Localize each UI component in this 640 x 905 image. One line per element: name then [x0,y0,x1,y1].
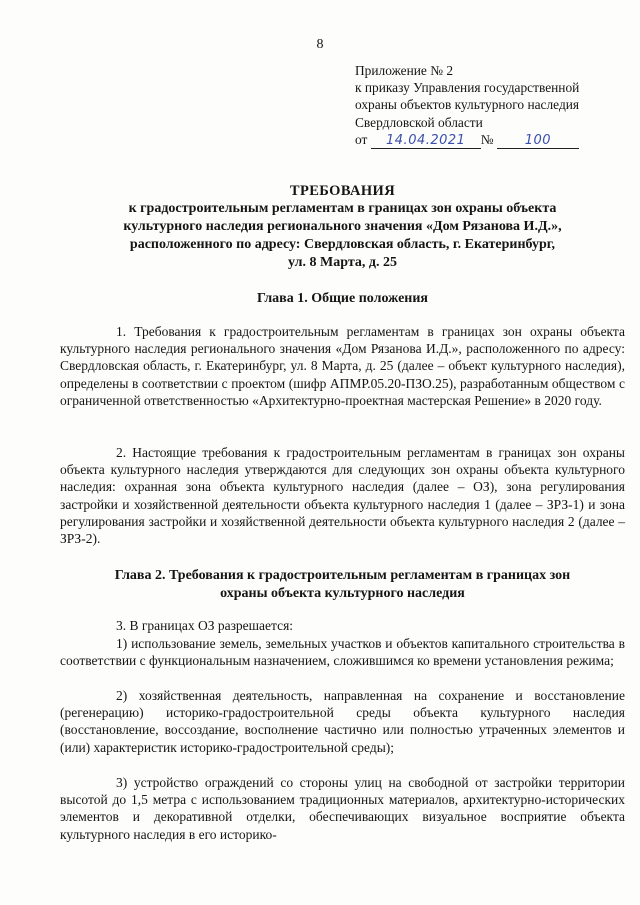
title-line-2: культурного наследия регионального значения «Дом Рязанова И.Д.», [123,219,562,234]
title-main: ТРЕБОВАНИЯ [289,183,396,199]
appendix-block [355,62,625,149]
chapter-1-heading: Глава 1. Общие положения [256,291,428,306]
appendix-date-number-line [355,131,625,149]
chapter-2-heading-line-2: охраны объекта культурного наследия [220,586,465,601]
appendix-order-line: к приказу Управления государственной [355,80,580,96]
paragraph-1: 1. Требования к градостроительным регламентам в границах зон охраны объекта культурного наследия регионального значения «Дом Рязанова И.Д.», расположенного по адресу: Свердловская область, г. Екатеринбург, ул. 8 Марта, д. 25 (далее – объект культурного наследия), определены в соответствии с проектом (шифр АПМР.05.20-ПЗО.25), разработанным обществом с ограниченной ответственностью «Архитектурно-проектная мастерская Решение» в 2020 году. [60,324,625,408]
list-item-2: 2) хозяйственная деятельность, направленная на сохранение и восстановление (регенерацию) историко-градостроительной среды объекта культурного наследия (восстановление, воссоздание, восполнение частично или полностью утраченных элементов и (или) характеристик историко-градостроительной среды); [60,688,625,755]
document-title [60,182,625,272]
page-number: 8 [316,37,324,52]
list-item-1: 1) использование земель, земельных участков и объектов капитального строительства в соответствии с функциональным назначением, сложившимся ко времени установления режима; [60,636,625,669]
title-line-1: к градостроительным регламентам в границах зон охраны объекта [128,201,557,216]
handwritten-number: 100 [497,134,579,149]
paragraph-3: 3. В границах ОЗ разрешается: [116,618,294,633]
appendix-region-line: Свердловской области [355,114,483,130]
number-prefix: № [480,131,494,147]
title-line-4: ул. 8 Марта, д. 25 [288,255,397,270]
handwritten-date: 14.04.2021 [371,134,481,149]
appendix-title: Приложение № 2 [355,63,454,78]
appendix-authority-line: охраны объектов культурного наследия [355,97,580,113]
chapter-2-heading-line-1: Глава 2. Требования к градостроительным регламентам в границах зон [114,568,571,583]
chapter-2-heading [60,567,625,603]
paragraph-2: 2. Настоящие требования к градостроительным регламентам в границах зон охраны объекта культурного наследия утверждаются для следующих зон охраны объекта культурного наследия: охранная зона объекта культурного наследия (далее – ОЗ), зона регулирования застройки и хозяйственной деятельности объекта культурного наследия 1 (далее – ЗРЗ-1) и зона регулирования застройки и хозяйственной деятельности объекта культурного наследия 2 (далее – ЗРЗ-2). [60,445,625,547]
title-line-3: расположенного по адресу: Свердловская область, г. Екатеринбург, [129,237,556,252]
date-prefix: от [355,131,368,147]
list-item-3: 3) устройство ограждений со стороны улиц на свободной от застройки территории высотой до 1,5 метра с использованием традиционных материалов, архитектурно-исторических элементов и декоративной отделки, обеспечивающих визуальное восприятие объекта культурного наследия в его историко- [60,775,625,842]
